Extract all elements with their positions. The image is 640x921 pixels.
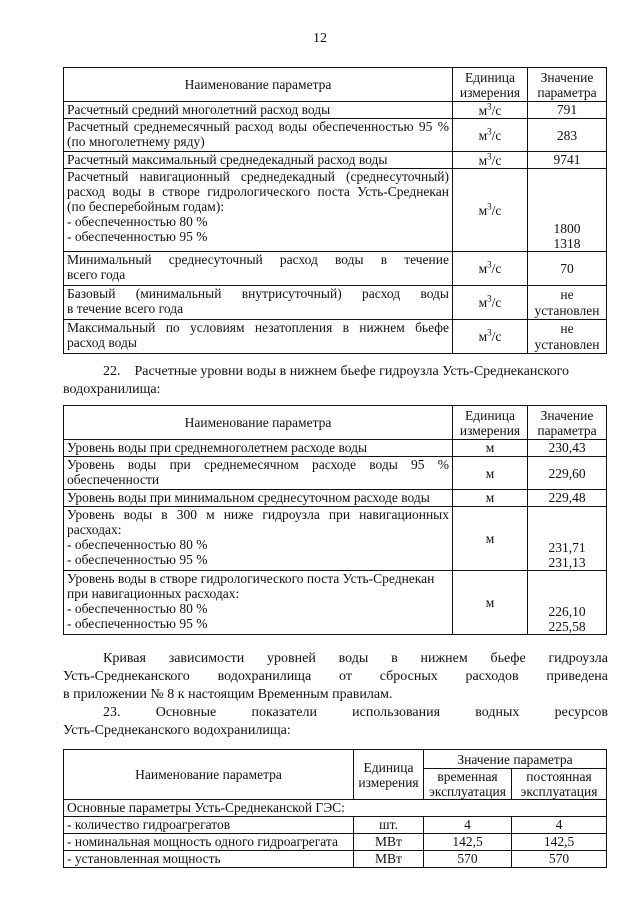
column-header-value: Значение параметра: [528, 406, 607, 440]
param-unit: $м^3/с$: [453, 152, 528, 169]
param-name: Уровень воды в 300 м ниже гидроузла при навигационных расходах: - обеспеченностью 80 % - обеспеченностью 95 %: [64, 507, 453, 571]
param-value: 229,48: [528, 490, 607, 507]
param-value: 230,43: [528, 440, 607, 457]
table-row: [64, 457, 607, 490]
param-unit: $м^3/с$: [453, 252, 528, 286]
param-unit: м: [453, 571, 528, 635]
param-name: Расчетный максимальный среднедекадный расход воды: [64, 152, 453, 169]
param-value: 791: [528, 102, 607, 119]
table-row: [64, 252, 607, 286]
param-unit: м: [453, 507, 528, 571]
table-row: [64, 851, 607, 868]
param-permanent: 570: [512, 851, 607, 868]
param-name: Базовый (минимальный внутрисуточный) расход воды в течение всего года: [64, 286, 453, 320]
param-name: Расчетный навигационный среднедекадный (среднесуточный) расход воды в створе гидрологического поста Усть-Среднекан (по бесперебойным годам): - обеспеченностью 80 % - обеспеченностью 95 %: [64, 169, 453, 252]
table-row: [64, 119, 607, 152]
param-name: - номинальная мощность одного гидроагрегата: [64, 834, 354, 851]
param-temporary: 4: [424, 817, 512, 834]
column-header-unit: Единица измерения: [453, 406, 528, 440]
param-unit: $м^3/с$: [453, 286, 528, 320]
param-values: 1800 1318: [528, 169, 607, 252]
table-row: [64, 571, 607, 635]
param-value: 9741: [528, 152, 607, 169]
param-unit: $м^3/с$: [453, 169, 528, 252]
table-row: [64, 320, 607, 354]
param-unit: м: [453, 440, 528, 457]
table-row: [64, 152, 607, 169]
param-name: - количество гидроагрегатов: [64, 817, 354, 834]
table-row: [64, 834, 607, 851]
column-header-name: Наименование параметра: [64, 406, 453, 440]
column-header-value: Значение параметра: [528, 68, 607, 102]
table-row: [64, 286, 607, 320]
param-values: не установлен: [528, 320, 607, 354]
param-name: Уровень воды при среднемноголетнем расходе воды: [64, 440, 453, 457]
param-name: Уровень воды при среднемесячном расходе воды 95 % обеспеченности: [64, 457, 453, 490]
param-name: Уровень воды при минимальном среднесуточном расходе воды: [64, 490, 453, 507]
column-header-permanent: постоянная эксплуатация: [512, 769, 607, 800]
table-section-row: [64, 800, 607, 817]
param-name: - установленная мощность: [64, 851, 354, 868]
param-value: 229,60: [528, 457, 607, 490]
param-unit: МВт: [354, 851, 424, 868]
param-name: Уровень воды в створе гидрологического поста Усть-Среднекан при навигационных расходах: - обеспеченностью 80 % - обеспеченностью 95 %: [64, 571, 453, 635]
param-permanent: 142,5: [512, 834, 607, 851]
table-row: [64, 102, 607, 119]
table-row: [64, 440, 607, 457]
section-22-heading: 22. Расчетные уровни воды в нижнем бьефе гидроузла Усть-Среднеканского водохранилища:: [63, 364, 570, 397]
section-23-heading: 23. Основные показатели использования водных ресурсов Усть-Среднеканского водохранилища:: [63, 705, 608, 738]
param-values: 226,10 225,58: [528, 571, 607, 635]
param-unit: м: [453, 490, 528, 507]
param-name: Минимальный среднесуточный расход воды в течение всего года: [64, 252, 453, 286]
param-temporary: 142,5: [424, 834, 512, 851]
param-values: 231,71 231,13: [528, 507, 607, 571]
param-unit: $м^3/с$: [453, 119, 528, 152]
hydropower-parameters-table: [63, 749, 607, 868]
param-value: 283: [528, 119, 607, 152]
table-row: [64, 507, 607, 571]
page-number: 12: [313, 31, 327, 46]
param-name: Расчетный средний многолетний расход воды: [64, 102, 453, 119]
column-header-value-group: Значение параметра: [424, 750, 607, 769]
param-name: Максимальный по условиям незатопления в нижнем бьефе расход воды: [64, 320, 453, 354]
column-header-name: Наименование параметра: [64, 750, 354, 800]
param-value: 70: [528, 252, 607, 286]
column-header-name: Наименование параметра: [64, 68, 453, 102]
column-header-unit: Единица измерения: [354, 750, 424, 800]
water-levels-table: [63, 405, 607, 635]
param-name: Расчетный среднемесячный расход воды обеспеченностью 95 % (по многолетнему ряду): [64, 119, 453, 152]
param-unit: МВт: [354, 834, 424, 851]
discharge-parameters-table: [63, 67, 607, 354]
table-row: [64, 817, 607, 834]
table-row: [64, 490, 607, 507]
param-unit: шт.: [354, 817, 424, 834]
param-permanent: 4: [512, 817, 607, 834]
curve-reference-paragraph: Кривая зависимости уровней воды в нижнем бьефе гидроузла Усть-Среднеканского водохранилища от сбросных расходов приведена в приложении № 8 к настоящим Временным правилам.: [63, 651, 608, 702]
column-header-unit: Единица измерения: [453, 68, 528, 102]
param-values: не установлен: [528, 286, 607, 320]
section-row-label: Основные параметры Усть-Среднеканской ГЭС:: [64, 800, 607, 817]
table-row: [64, 169, 607, 252]
param-unit: $м^3/с$: [453, 320, 528, 354]
param-unit: м: [453, 457, 528, 490]
column-header-temporary: временная эксплуатация: [424, 769, 512, 800]
param-temporary: 570: [424, 851, 512, 868]
param-unit: $м^3/с$: [453, 102, 528, 119]
